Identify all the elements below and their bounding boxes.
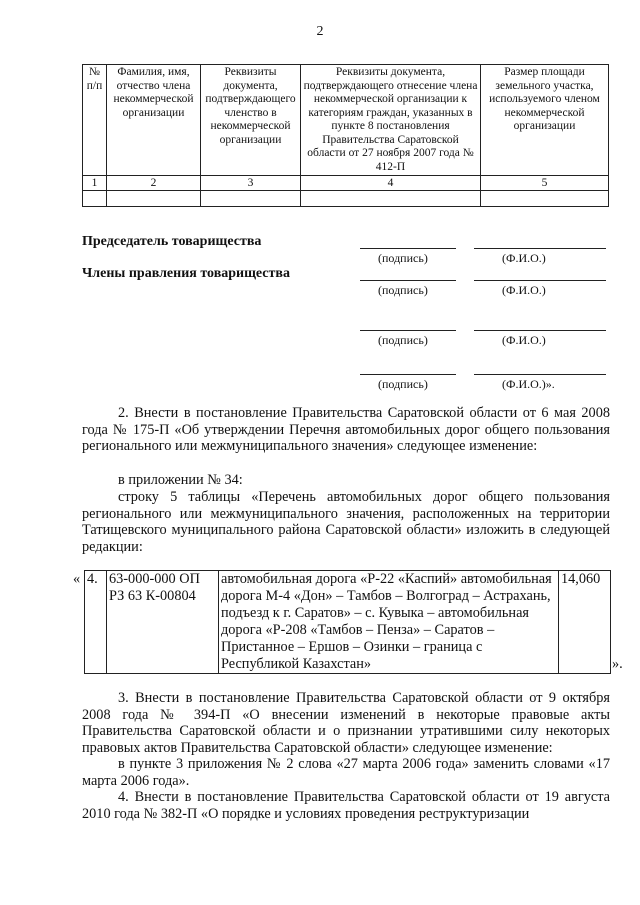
road-table <box>84 570 611 674</box>
signature-line <box>360 330 456 331</box>
road-row <box>85 571 611 674</box>
signature-caption: (подпись) <box>378 251 428 265</box>
empty-cell <box>107 191 201 207</box>
close-quote: ». <box>612 656 623 672</box>
name-line <box>474 280 606 281</box>
paragraph-3-change: в пункте 3 приложения № 2 слова «27 марта 2006 года» заменить словами «17 марта 2006 года». <box>82 756 610 789</box>
name-caption: (Ф.И.О.) <box>502 333 546 347</box>
table-number-row <box>83 176 609 191</box>
signature-line <box>360 374 456 375</box>
column-number: 3 <box>201 176 301 191</box>
table-header-row <box>83 65 609 176</box>
paragraph-2-appendix: в приложении № 34: <box>118 472 243 488</box>
paragraph-3: 3. Внести в постановление Правительства Саратовской области от 9 октября 2008 года № 394-П «О внесении изменений в некоторые правовые акты Правительства Саратовской области и о признании утратившими силу некоторых правовых актов Правительства Саратовской области» следующее изменение: <box>82 690 610 756</box>
column-number: 1 <box>83 176 107 191</box>
name-line <box>474 248 606 249</box>
empty-cell <box>201 191 301 207</box>
signature-caption: (подпись) <box>378 333 428 347</box>
name-caption: (Ф.И.О.) <box>502 283 546 297</box>
road-name: автомобильная дорога «Р-22 «Каспий» автомобильная дорога М-4 «Дон» – Тамбов – Волгоград – Астрахань, подъезд к г. Саратов» – с. Кувыка – автомобильная дорога «Р-208 «Тамбов – Пенза» – Саратов – Пристанное – Ершов – Озинки – граница с Республикой Казахстан» <box>219 571 559 674</box>
signature-line <box>360 248 456 249</box>
table-empty-row <box>83 191 609 207</box>
members-table <box>82 64 609 207</box>
paragraph-2-row-instruction: строку 5 таблицы «Перечень автомобильных дорог общего пользования регионального или межмуниципального значения, расположенных на территории Татищевского муниципального района Саратовской области» изложить в следующей редакции: <box>82 489 610 555</box>
name-caption: (Ф.И.О.)». <box>502 377 555 391</box>
open-quote: « <box>73 571 81 587</box>
header-cell-category-doc: Реквизиты документа, подтверждающего отнесение члена некоммерческой организации к категориям граждан, указанных в пункте 8 постановления Правительства Саратовской области от 27 ноября 2007 года № 412-П <box>301 65 481 176</box>
page-number: 2 <box>316 24 324 39</box>
header-cell-number: № п/п <box>83 65 107 176</box>
header-cell-fullname: Фамилия, имя, отчество члена некоммерческой организации <box>107 65 201 176</box>
signature-line <box>360 280 456 281</box>
column-number: 2 <box>107 176 201 191</box>
header-cell-land-area: Размер площади земельного участка, используемого членом некоммерческой организации <box>481 65 609 176</box>
empty-cell <box>83 191 107 207</box>
signature-caption: (подпись) <box>378 283 428 297</box>
name-caption: (Ф.И.О.) <box>502 251 546 265</box>
empty-cell <box>481 191 609 207</box>
road-row-number: 4. <box>85 571 107 674</box>
signature-caption: (подпись) <box>378 377 428 391</box>
empty-cell <box>301 191 481 207</box>
header-cell-membership-doc: Реквизиты документа, подтверждающего членство в некоммерческой организации <box>201 65 301 176</box>
road-length: 14,060 <box>559 571 611 674</box>
paragraph-4: 4. Внести в постановление Правительства Саратовской области от 19 августа 2010 года № 382-П «О порядке и условиях проведения реструктуризации <box>82 789 610 822</box>
column-number: 5 <box>481 176 609 191</box>
board-members-label: Члены правления товарищества <box>82 266 290 281</box>
name-line <box>474 330 606 331</box>
paragraph-2: 2. Внести в постановление Правительства Саратовской области от 6 мая 2008 года № 175-П «Об утверждении Перечня автомобильных дорог общего пользования регионального или межмуниципального значения» следующее изменение: <box>82 405 610 454</box>
column-number: 4 <box>301 176 481 191</box>
name-line <box>474 374 606 375</box>
chairman-label: Председатель товарищества <box>82 234 262 249</box>
road-code: 63-000-000 ОП РЗ 63 К-00804 <box>107 571 219 674</box>
